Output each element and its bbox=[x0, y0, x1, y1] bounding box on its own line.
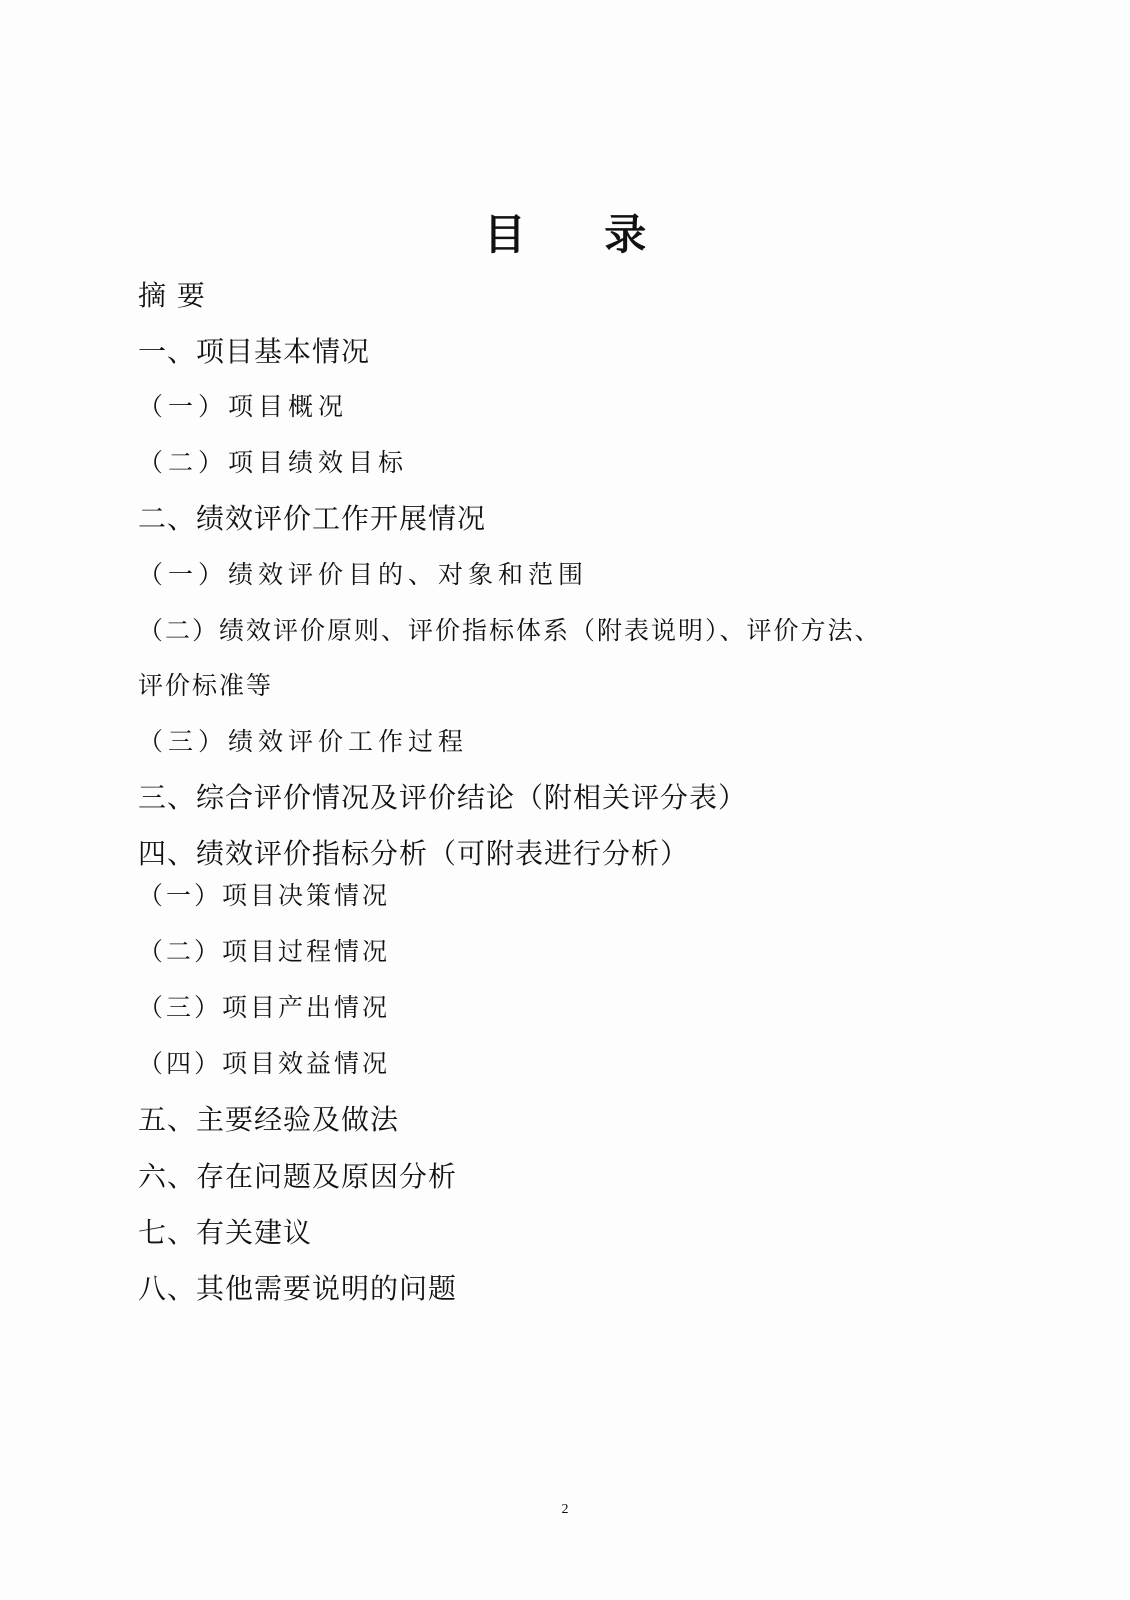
toc-entry-section-1: 一、项目基本情况 bbox=[138, 335, 371, 368]
toc-entry-abstract: 摘 要 bbox=[138, 279, 206, 312]
toc-entry-section-2: 二、绩效评价工作开展情况 bbox=[138, 502, 487, 535]
toc-entry-section-2-2-line1: （二）绩效评价原则、评价指标体系（附表说明）、评价方法、 bbox=[138, 616, 882, 645]
toc-entry-section-6: 六、存在问题及原因分析 bbox=[138, 1160, 458, 1193]
toc-entry-section-4-4: （四）项目效益情况 bbox=[138, 1049, 391, 1078]
toc-entry-section-2-3: （三）绩效评价工作过程 bbox=[138, 727, 469, 756]
toc-entry-section-1-2: （二）项目绩效目标 bbox=[138, 448, 409, 477]
toc-entry-section-2-2-line2: 评价标准等 bbox=[138, 671, 274, 700]
page-number: 2 bbox=[561, 1502, 569, 1517]
toc-entry-section-4-1: （一）项目决策情况 bbox=[138, 881, 391, 910]
toc-entry-section-4-2: （二）项目过程情况 bbox=[138, 937, 391, 966]
toc-entry-section-4-3: （三）项目产出情况 bbox=[138, 993, 391, 1022]
page-title: 目 录 bbox=[483, 210, 679, 259]
toc-entry-section-8: 八、其他需要说明的问题 bbox=[138, 1272, 458, 1305]
toc-entry-section-5: 五、主要经验及做法 bbox=[138, 1103, 400, 1136]
toc-entry-section-2-1: （一）绩效评价目的、对象和范围 bbox=[138, 560, 589, 589]
toc-entry-section-4: 四、绩效评价指标分析（可附表进行分析） bbox=[138, 837, 690, 870]
toc-entry-section-7: 七、有关建议 bbox=[138, 1216, 313, 1249]
toc-entry-section-1-1: （一）项目概况 bbox=[138, 392, 349, 421]
toc-entry-section-3: 三、综合评价情况及评价结论（附相关评分表） bbox=[138, 781, 748, 814]
